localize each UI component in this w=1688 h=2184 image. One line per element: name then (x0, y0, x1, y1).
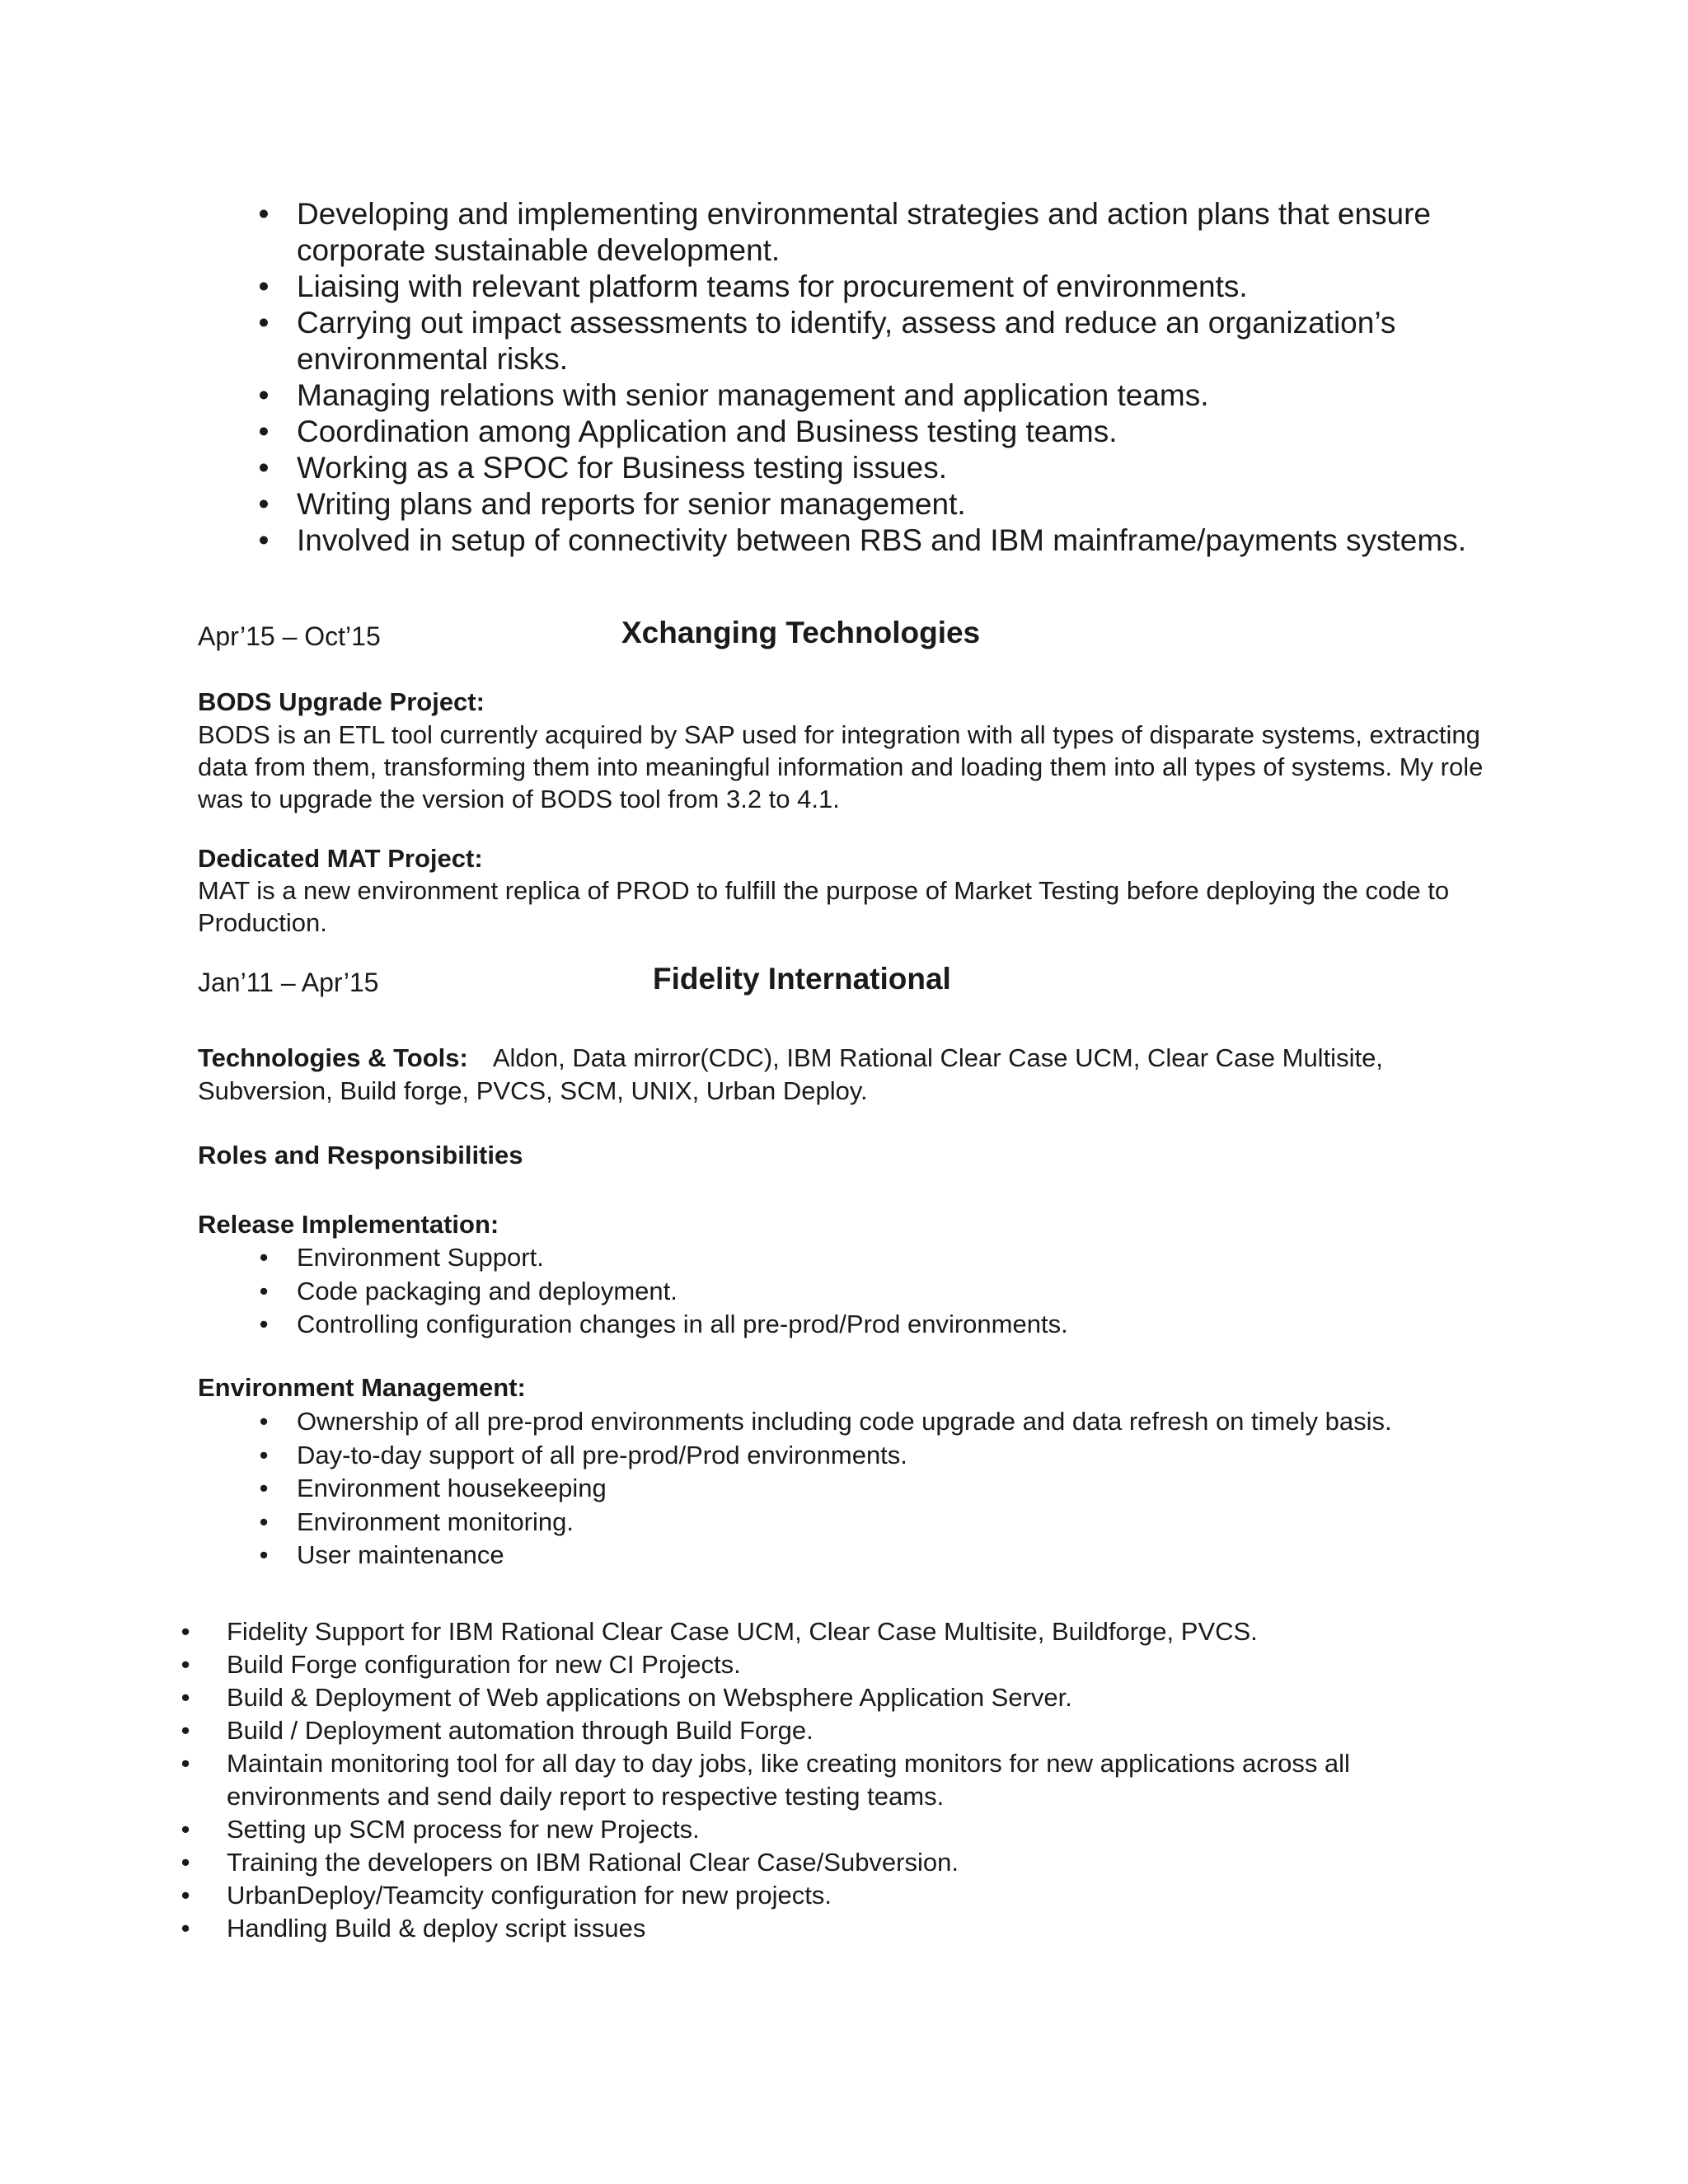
bullet-icon: • (258, 269, 270, 303)
bods-project-description: BODS is an ETL tool currently acquired by SAP used for integration with all types of disparate systems, extracting data from them, transforming them into meaningful information and loading them into all types of systems. My role was to upgrade the version of BODS tool from 3.2 to 4.1. (198, 720, 1484, 813)
mat-project-description: MAT is a new environment replica of PROD to fulfill the purpose of Market Testing before deploying the code to Production. (198, 876, 1450, 937)
technologies-tools-text: Aldon, Data mirror(CDC), IBM Rational Clear Case UCM, Clear Case Multisite, Subversion, Build forge, PVCS, SCM, UNIX, Urban Deploy. (198, 1043, 1383, 1105)
list-item-text: Build / Deployment automation through Build Forge. (227, 1716, 814, 1745)
list-item-text: Carrying out impact assessments to identify, assess and reduce an organization’s environmental risks. (297, 306, 1396, 376)
list-item-text: Coordination among Application and Business testing teams. (297, 415, 1118, 448)
mat-project-heading: Dedicated MAT Project: (198, 844, 483, 873)
list-item (247, 1405, 1500, 1439)
xchanging-company-name: Xchanging Technologies (621, 616, 981, 649)
list-item (177, 1912, 1496, 1945)
release-implementation-heading: Release Implementation: (198, 1210, 499, 1239)
list-item-text: User maintenance (297, 1540, 504, 1569)
list-item (247, 1439, 1500, 1473)
fidelity-period: Jan’11 – Apr’15 (198, 968, 379, 997)
fidelity-company-name: Fidelity International (653, 962, 951, 996)
release-implementation-list (247, 1241, 1500, 1342)
list-item-text: Ownership of all pre-prod environments including code upgrade and data refresh on timely basis. (297, 1407, 1392, 1436)
list-item (247, 1241, 1500, 1275)
list-item-text: Environment housekeeping (297, 1474, 607, 1502)
list-item (247, 305, 1500, 377)
list-item (247, 269, 1500, 305)
list-item-text: Code packaging and deployment. (297, 1276, 678, 1305)
bullet-icon: • (258, 451, 270, 485)
bullet-icon: • (258, 523, 270, 557)
list-item (177, 1648, 1496, 1681)
bullet-icon: • (259, 1310, 269, 1338)
list-item-text: Managing relations with senior management and application teams. (297, 378, 1209, 412)
xchanging-period: Apr’15 – Oct’15 (198, 621, 381, 651)
environment-management-heading: Environment Management: (198, 1373, 526, 1402)
list-item (247, 414, 1500, 450)
list-item (177, 1615, 1496, 1648)
bullet-icon: • (181, 1848, 190, 1877)
bullet-icon: • (181, 1683, 190, 1712)
list-item (177, 1846, 1496, 1879)
list-item-text: Liaising with relevant platform teams for procurement of environments. (297, 269, 1248, 303)
list-item (247, 486, 1500, 523)
list-item-text: Working as a SPOC for Business testing issues. (297, 451, 947, 485)
bullet-icon: • (259, 1243, 269, 1272)
bullet-icon: • (258, 415, 270, 448)
bullet-icon: • (181, 1914, 190, 1943)
list-item-text: Maintain monitoring tool for all day to day jobs, like creating monitors for new applications across all environments and send daily report to respective testing teams. (227, 1749, 1350, 1811)
technologies-tools-label: Technologies & Tools: (198, 1043, 468, 1072)
list-item (247, 450, 1500, 486)
list-item-text: Day-to-day support of all pre-prod/Prod environments. (297, 1440, 907, 1469)
list-item (247, 196, 1500, 269)
list-item (247, 523, 1500, 559)
list-item-text: Controlling configuration changes in all pre-prod/Prod environments. (297, 1310, 1068, 1338)
list-item (247, 1308, 1500, 1342)
list-item-text: Training the developers on IBM Rational Clear Case/Subversion. (227, 1848, 959, 1877)
list-item (177, 1714, 1496, 1747)
bullet-icon: • (181, 1716, 190, 1745)
list-item (247, 1472, 1500, 1506)
list-item (177, 1879, 1496, 1912)
list-item-text: Build Forge configuration for new CI Projects. (227, 1650, 741, 1679)
bullet-icon: • (181, 1749, 190, 1778)
list-item (177, 1813, 1496, 1846)
list-item (247, 1539, 1500, 1572)
list-item-text: Developing and implementing environmental strategies and action plans that ensure corporate sustainable development. (297, 197, 1432, 267)
list-item (177, 1681, 1496, 1714)
bullet-icon: • (181, 1815, 190, 1844)
list-item-text: Environment Support. (297, 1243, 544, 1272)
technologies-tools (198, 1042, 1500, 1108)
bods-project-heading: BODS Upgrade Project: (198, 687, 485, 716)
bullet-icon: • (258, 306, 270, 340)
bullet-icon: • (259, 1276, 269, 1305)
bullet-icon: • (258, 378, 270, 412)
bullet-icon: • (259, 1507, 269, 1536)
bullet-icon: • (181, 1650, 190, 1679)
list-item-text: Handling Build & deploy script issues (227, 1914, 646, 1943)
list-item-text: Build & Deployment of Web applications on Websphere Application Server. (227, 1683, 1072, 1712)
bullet-icon: • (258, 197, 270, 231)
bullet-icon: • (259, 1474, 269, 1502)
roles-heading: Roles and Responsibilities (198, 1141, 523, 1169)
bullet-icon: • (181, 1881, 190, 1910)
list-item-text: Environment monitoring. (297, 1507, 574, 1536)
list-item (247, 1275, 1500, 1309)
list-item-text: Writing plans and reports for senior management. (297, 487, 966, 521)
list-item-text: Involved in setup of connectivity between RBS and IBM mainframe/payments systems. (297, 523, 1466, 557)
responsibilities-list (247, 196, 1500, 559)
list-item-text: UrbanDeploy/Teamcity configuration for new projects. (227, 1881, 832, 1910)
list-item (247, 377, 1500, 414)
list-item (177, 1747, 1496, 1813)
list-item-text: Fidelity Support for IBM Rational Clear Case UCM, Clear Case Multisite, Buildforge, PVCS. (227, 1617, 1258, 1646)
bullet-icon: • (181, 1617, 190, 1646)
list-item-text: Setting up SCM process for new Projects. (227, 1815, 700, 1844)
bullet-icon: • (259, 1540, 269, 1569)
environment-management-list (247, 1405, 1500, 1572)
bullet-icon: • (259, 1440, 269, 1469)
bullet-icon: • (258, 487, 270, 521)
list-item (247, 1506, 1500, 1540)
bullet-icon: • (259, 1407, 269, 1436)
fidelity-activities-list (177, 1615, 1496, 1945)
